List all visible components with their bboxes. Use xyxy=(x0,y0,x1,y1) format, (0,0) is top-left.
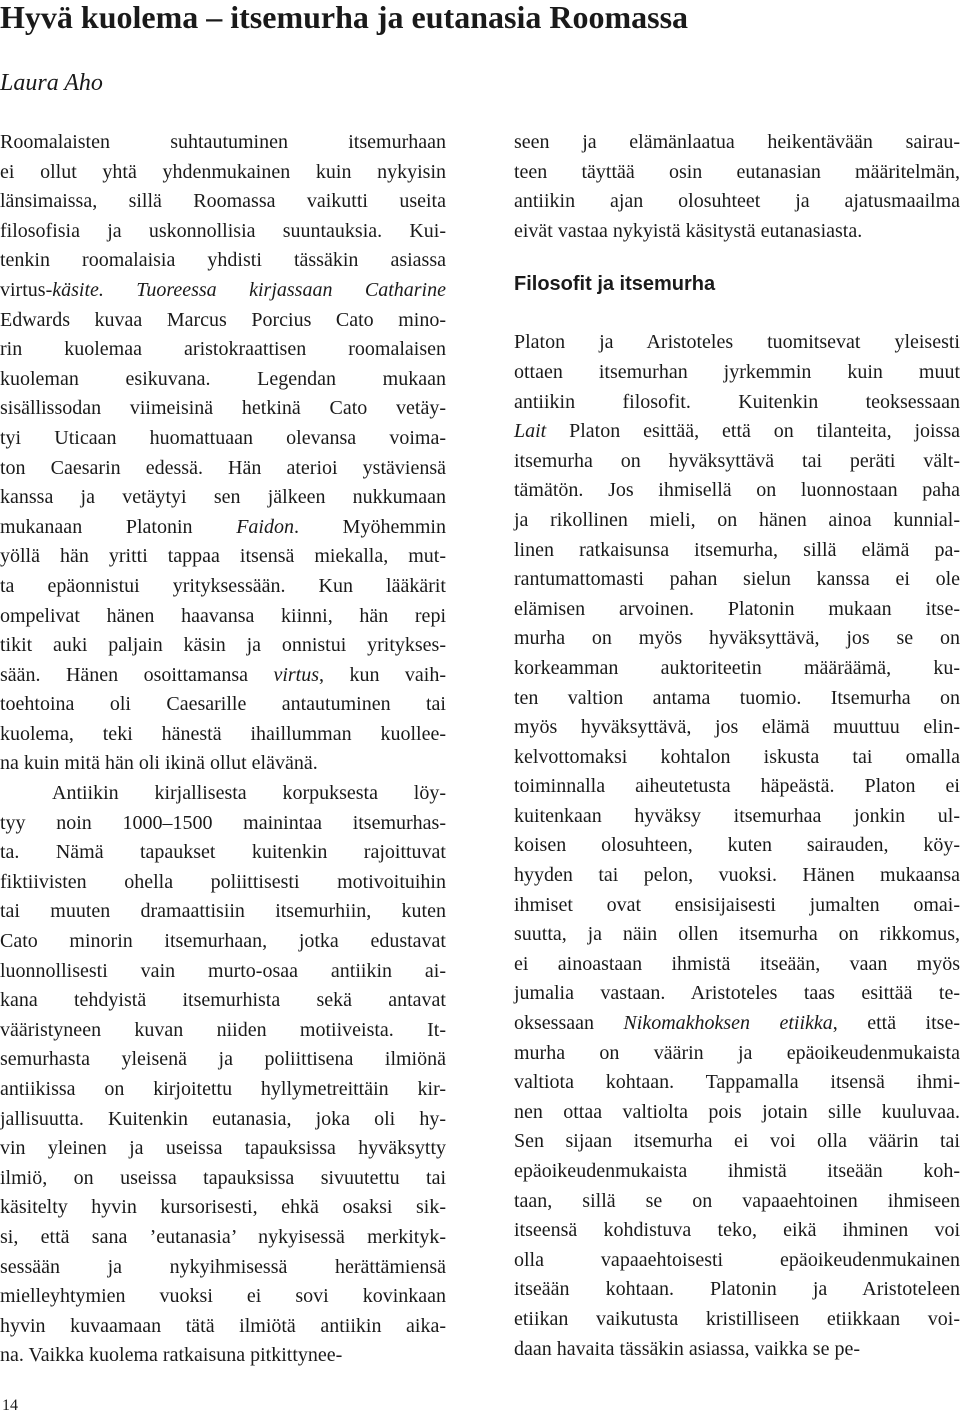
text-line: ta. Nämä tapaukset kuitenkin rajoittuvat xyxy=(0,841,446,864)
text-line: kuitenkaan hyväksy itsemurhaa jonkin ul- xyxy=(514,804,960,827)
text-line: na kuin mitä hän oli ikinä ollut elävänä. xyxy=(0,752,318,775)
text-line: ja rikollinen mieli, on hänen ainoa kunnial- xyxy=(514,508,960,531)
text-line: tikit auki paljain käsin ja onnistui yritykses- xyxy=(0,634,446,657)
italic-title: -käsite. Tuoreessa kirjassaan Catharine xyxy=(45,278,446,301)
italic-title: Nikomakhoksen etiikka xyxy=(623,1012,833,1035)
text-segment: mukanaan Platonin xyxy=(0,515,237,538)
text-line: tämätön. Jos ihmisellä on luonnostaan paha xyxy=(514,479,960,502)
text-line: kelvottomaksi kohtalon iskusta tai omalla xyxy=(514,745,960,768)
text-line: rin kuolemaa aristokraattisen roomalaisen xyxy=(0,338,446,361)
text-line: ei ollut yhtä yhdenmukainen kuin nykyisin xyxy=(0,160,446,183)
italic-title: Lait xyxy=(514,420,547,443)
text-line: elämisen arvoinen. Platonin mukaan itse- xyxy=(514,597,960,620)
text-line: ilmiö, on useissa tapauksissa sivuutettu tai xyxy=(0,1166,446,1189)
author-name: Laura Aho xyxy=(0,70,103,96)
text-line: etiikan vaikutusta kristilliseen etiikkaan voi- xyxy=(514,1307,960,1330)
text-line: itseään kohtaan. Platonin ja Aristoteleen xyxy=(514,1278,960,1301)
text-line: fiktiivisten ohella poliittisesti motivoituihin xyxy=(0,870,446,893)
text-line: ottaen itsemurhan jyrkemmin kuin muut xyxy=(514,360,960,383)
text-line: ton Caesarin edessä. Hän aterioi ystäviensä xyxy=(0,456,446,479)
text-line: ihmiset ovat ensisijaisesti jumalten omai- xyxy=(514,893,960,916)
text-line: ten valtion antama tuomio. Itsemurha on xyxy=(514,686,960,709)
text-line: epäoikeudenmukaista ihmistä itseään koh- xyxy=(514,1160,960,1182)
text-line: vääristyneen kuvan niiden motiiveista. It- xyxy=(0,1018,446,1041)
text-line: seen ja elämänlaatua heikentävään sairau- xyxy=(514,131,960,153)
text-line: nen ottaa valtiolta pois jotain sille kuuluvaa. xyxy=(514,1100,960,1123)
text-line: Cato minorin itsemurhaan, jotka edustavat xyxy=(0,930,446,953)
text-line: linen ratkaisunsa itsemurha, sillä elämä pa- xyxy=(514,538,960,561)
text-line xyxy=(0,661,446,691)
text-segment: sään. Hänen osoittamansa xyxy=(0,663,274,686)
text-line: teen täyttää osin eutanasian määritelmän, xyxy=(514,160,960,183)
text-line: daan havaita tässäkin asiassa, vaikka se pe- xyxy=(514,1337,860,1360)
text-line: itseensä kohdistuva teko, eikä ihminen voi xyxy=(514,1219,960,1242)
text-line: koisen olosuhteen, kuten sairauden, köy- xyxy=(514,834,960,857)
text-line: taan, sillä se on vapaaehtoinen ihmiseen xyxy=(514,1189,960,1212)
text-line: kana tehdyistä itsemurhista sekä antavat xyxy=(0,989,446,1012)
text-line: na. Vaikka kuolema ratkaisuna pitkittynee- xyxy=(0,1344,343,1367)
text-line: käsitelty hyvin kursorisesti, ehkä osaksi sik- xyxy=(0,1196,446,1219)
text-line: tai muuten dramaattisiin itsemurhiin, kuten xyxy=(0,900,446,923)
text-line: ta epäonnistui yrityksessään. Kun lääkärit xyxy=(0,574,446,597)
text-line: suutta, ja näin ollen itsemurha on rikkomus, xyxy=(514,923,960,946)
text-line: eivät vastaa nykyistä käsitystä eutanasiasta. xyxy=(514,219,863,242)
text-line: Sen sijaan itsemurha ei voi olla väärin tai xyxy=(514,1130,960,1153)
text-line: kanssa ja vetäytyi sen jälkeen nukkumaan xyxy=(0,486,446,509)
text-line: sisällissodan viimeisinä hetkinä Cato vetäy- xyxy=(0,397,446,420)
right-column xyxy=(514,128,960,1364)
text-line: hyvin kuvaamaan tätä ilmiötä antiikin aika- xyxy=(0,1314,446,1337)
text-line: mielleyhtymien vuoksi ei sovi kovinkaan xyxy=(0,1285,446,1308)
text-line: antiikin ajan olosuhteet ja ajatusmaailma xyxy=(514,190,960,213)
text-segment: Platon esittää, että on tilanteita, joissa xyxy=(546,420,960,443)
text-line: myös hyväksyttävä, jos elämä muuttuu elin- xyxy=(514,716,960,739)
section-heading: Filosofit ja itsemurha xyxy=(514,273,716,296)
text-segment: oksessaan xyxy=(514,1012,624,1035)
text-line: ei ainoastaan ihmistä itseään, vaan myös xyxy=(514,952,960,975)
text-line: tyi Uticaan huomattuaan olevansa voima- xyxy=(0,426,446,449)
text-line xyxy=(0,276,446,306)
text-line: antiikissa on kirjoitettu hyllymetreittäin kir- xyxy=(0,1078,446,1100)
text-line: kuolema, teki hänestä ihaillumman kuollee- xyxy=(0,722,446,745)
text-line: luonnollisesti vain murto-osaa antiikin ai- xyxy=(0,959,446,982)
text-line: Antiikin kirjallisesta korpuksesta löy- xyxy=(52,782,446,805)
text-line xyxy=(514,1009,960,1039)
text-line: tyy noin 1000–1500 mainintaa itsemurhas- xyxy=(0,811,446,834)
text-line: sessään ja nykyihmisessä herättämiensä xyxy=(0,1255,446,1278)
text-segment: virtus xyxy=(0,278,46,301)
italic-title: Faidon xyxy=(236,515,294,538)
text-line: Roomalaisten suhtautuminen itsemurhaan xyxy=(0,131,446,153)
text-line: itsemurha on hyväksyttävä tai peräti vält- xyxy=(514,449,960,472)
article-title: Hyvä kuolema – itsemurha ja eutanasia Roomassa xyxy=(0,0,689,35)
text-segment: , että itse- xyxy=(832,1012,960,1035)
text-line: kuoleman esikuvana. Legendan mukaan xyxy=(0,367,446,390)
text-line: Edwards kuvaa Marcus Porcius Cato mino- xyxy=(0,308,446,331)
text-line: antiikin filosofit. Kuitenkin teoksessaan xyxy=(514,390,960,413)
text-line: rantumattomasti pahan sielun kanssa ei ole xyxy=(514,568,960,591)
text-line: jallisuutta. Kuitenkin eutanasia, joka oli hy- xyxy=(0,1107,446,1130)
text-line: semurhasta yleisenä ja poliittisena ilmiönä xyxy=(0,1048,446,1071)
text-line: tenkin roomalaisia yhdisti tässäkin asiassa xyxy=(0,249,446,272)
text-line: filosofisia ja uskonnollisia suuntauksia. Kui- xyxy=(0,219,446,242)
italic-title: virtus xyxy=(273,663,320,686)
text-line: valtiota kohtaan. Tappamalla itsensä ihmi- xyxy=(514,1071,960,1094)
text-line: murha on väärin ja epäoikeudenmukaista xyxy=(514,1041,960,1064)
text-line: Platon ja Aristoteles tuomitsevat yleisesti xyxy=(514,331,960,354)
page-number: 14 xyxy=(2,1397,18,1414)
text-line xyxy=(514,417,960,447)
text-line: ompelivat hänen haavansa kiinni, hän repi xyxy=(0,604,446,627)
text-line: si, että sana ’eutanasia’ nykyisessä merkityk- xyxy=(0,1225,446,1248)
text-line: toiminnalla aiheutetusta häpeästä. Platon ei xyxy=(514,775,960,798)
text-line: toehtoina oli Caesarille antautuminen tai xyxy=(0,693,446,716)
text-line: länsimaissa, sillä Roomassa vaikutti useita xyxy=(0,190,446,213)
text-segment: . Myöhemmin xyxy=(293,515,446,538)
text-line: jumalia vastaan. Aristoteles taas esittää te- xyxy=(514,982,960,1005)
text-line: olla vapaaehtoisesti epäoikeudenmukainen xyxy=(514,1248,960,1271)
text-line: murha on myös hyväksyttävä, jos se on xyxy=(514,627,960,650)
text-segment: , kun vaih- xyxy=(319,663,446,686)
text-line xyxy=(0,513,446,543)
text-line: vin yleinen ja useissa tapauksissa hyväksytty xyxy=(0,1137,446,1160)
text-line: hyyden tai pelon, vuoksi. Hänen mukaansa xyxy=(514,864,960,887)
text-line: korkeamman auktoriteetin määräämä, ku- xyxy=(514,656,960,679)
left-column xyxy=(0,128,446,1371)
text-line: yöllä hän yritti tappaa itsensä miekalla, mut- xyxy=(0,545,446,568)
